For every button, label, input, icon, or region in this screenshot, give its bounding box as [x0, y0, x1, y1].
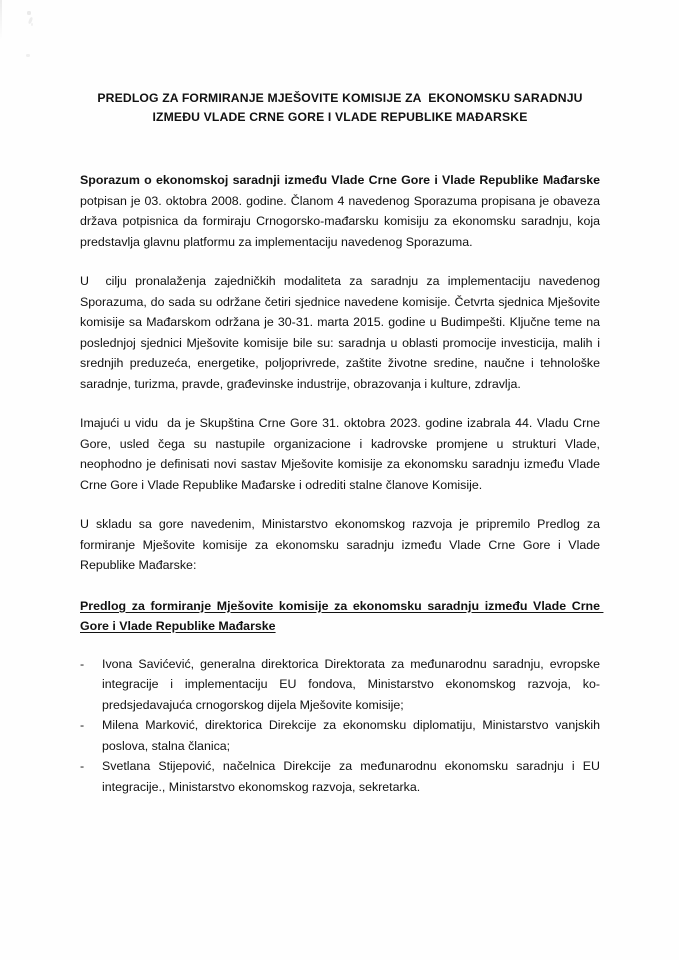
paragraph-intro-rest: potpisan je 03. oktobra 2008. godine. Članom 4 navedenog Sporazuma propisana je obaveza država potpisnica da formiraju Crnogorsko-mađarsku komisiju za ekonomsku saradnju, koja predstavlja glavnu platformu za implementaciju navedenog Sporazuma. — [80, 173, 604, 249]
list-item — [80, 756, 604, 797]
paragraph-sessions: U cilju pronalaženja zajedničkih modaliteta za saradnju za implementaciju navedenog Sporazuma, do sada su održane četiri sjednice navedene komisije. Četvrta sjednica Mješovite komisije sa Mađarskom održana je 30-31. marta 2015. godine u Budimpešti. Ključne teme na poslednjoj sjednici Mješovite komisije bile su: saradnja u oblasti promocije investicija, malih i srednjih preduzeća, energetike, poljoprivrede, zaštite životne sredine, naučne i tehnološke saradnje, turizma, pravde, građevinske industrije, obrazovanja i kulture, zdravlja. — [80, 274, 604, 391]
commission-members-list — [80, 654, 604, 798]
list-item-text: Milena Marković, direktorica Direkcije za ekonomsku diplomatiju, Ministarstvo vanjskih poslova, stalna članica; — [102, 718, 604, 753]
list-item — [80, 654, 604, 716]
paragraph-proposal: U skladu sa gore navedenim, Ministarstvo ekonomskog razvoja je pripremilo Predlog za formiranje Mješovite komisije za ekonomsku saradnju između Vlade Crne Gore i Vlade Republike Mađarske: — [80, 517, 604, 572]
paragraph-intro-lead: Sporazum o ekonomskoj saradnji između Vlade Crne Gore i Vlade Republike Mađarske — [80, 173, 600, 187]
scan-speckle-artifact — [26, 54, 30, 57]
list-item-text: Svetlana Stijepović, načelnica Direkcije za međunarodnu ekonomsku saradnju i EU integracije., Ministarstvo ekonomskog razvoja, sekretarka. — [102, 759, 604, 794]
list-dash-marker: - — [80, 718, 85, 732]
scan-speckle-artifact — [31, 23, 33, 26]
scan-speckle-artifact — [28, 17, 33, 25]
list-dash-marker: - — [80, 759, 85, 773]
list-dash-marker: - — [80, 656, 85, 671]
document-title-line-1: PREDLOG ZA FORMIRANJE MJEŠOVITE KOMISIJE ZA EKONOMSKU SARADNJU — [97, 91, 583, 105]
document-title — [80, 0, 600, 127]
list-item-text: Ivona Savićević, generalna direktorica Direktorata za međunarodnu saradnju, evropske integracije i implementaciju EU fondova, Ministarstvo ekonomskog razvoja, ko-predsjedavajuća crnogorskog dijela Mješovite komisije; — [102, 656, 604, 712]
scan-edge-artifact — [0, 0, 2, 40]
paragraph-government: Imajući u vidu da je Skupština Crne Gore 31. oktobra 2023. godine izabrala 44. Vladu Crne Gore, usled čega su nastupile organizacione i kadrovske promjene u strukturi Vlade, neophodno je definisati novi sastav Mješovite komisije za ekonomsku saradnju između Vlade Crne Gore i Vlade Republike Mađarske i odrediti stalne članove Komisije. — [80, 416, 604, 492]
list-item — [80, 715, 604, 756]
document-body — [80, 0, 604, 797]
paragraph-intro — [80, 170, 604, 252]
scan-speckle-artifact — [27, 11, 31, 15]
document-title-line-2: IZMEĐU VLADE CRNE GORE I VLADE REPUBLIKE MAĐARSKE — [152, 110, 528, 124]
section-heading-proposal: Predlog za formiranje Mješovite komisije za ekonomsku saradnju između Vlade Crne Gore i Vlade Republike Mađarske — [80, 598, 604, 633]
